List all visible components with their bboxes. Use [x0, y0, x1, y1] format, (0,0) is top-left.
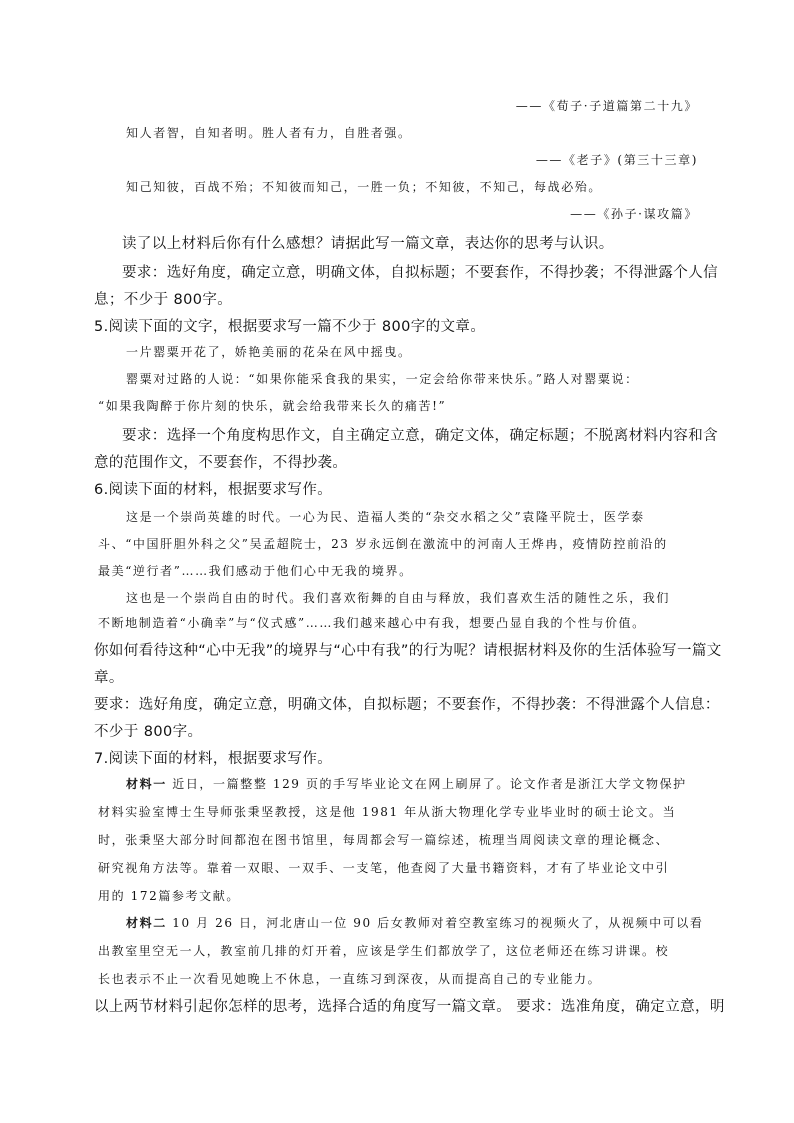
q6-para1-line1: 这是一个崇尚英雄的时代。一心为民、造福人类的“杂交水稻之父”袁隆平院士，医学泰: [126, 510, 645, 524]
q4-requirement-line1: 要求：选好角度，确定立意，明确文体，自拟标题；不要套作，不得抄袭；不得泄露个人信: [122, 265, 718, 281]
q6-para1-line2: 斗、“中国肝胆外科之父”吴孟超院士，23 岁永远倒在激流中的河南人王烨冉，疫情防控前沿的: [98, 537, 668, 551]
q5-material-1: 一片罂粟开花了，娇艳美丽的花朵在风中摇曳。: [126, 345, 412, 359]
q6-prompt-line1: 你如何看待这种“心中无我”的境界与“心中有我”的行为呢？请根据材料及你的生活体验写一篇文: [94, 643, 722, 659]
source-laozi: ——《老子》(第三十三章): [535, 153, 698, 167]
q6-requirement-line1: 要求：选好角度，确定立意，明确文体，自拟标题；不要套作，不得抄袭：不得泄露个人信息：: [94, 697, 720, 713]
q4-prompt: 读了以上材料后你有什么感想？请据此写一篇文章，表达你的思考与认识。: [122, 236, 614, 252]
q5-requirement-line1: 要求：选择一个角度构思作文，自主确定立意，确定文体，确定标题；不脱离材料内容和含: [122, 428, 718, 444]
q7-heading: 7.阅读下面的材料，根据要求写作。: [94, 751, 333, 767]
q7-material-2-line2: 出教室里空无一人，教室前几排的灯开着，应该是学生们都放学了，这位老师还在练习讲课。校: [98, 944, 670, 958]
q6-para1-line3: 最美“逆行者”……我们感动于他们心中无我的境界。: [98, 564, 413, 578]
q7-material-2-text: 10 月 26 日，河北唐山一位 90 后女教师对着空教室练习的视频火了，从视频中可以看: [166, 916, 704, 930]
source-xunzi: ——《荀子·子道篇第二十九》: [515, 99, 698, 113]
q7-material-1-line2: 材料实验室博士生导师张秉坚教授，这是他 1981 年从浙大物理化学专业毕业时的硕士论文。当: [98, 805, 677, 819]
q5-material-2-line2: “如果我陶醉于你片刻的快乐，就会给我带来长久的痛苦!”: [98, 399, 447, 413]
q6-para2-line2: 不断地制造着“小确幸”与“仪式感”……我们越来越心中有我，想要凸显自我的个性与价值。: [98, 616, 646, 630]
q7-material-1-line1: [126, 775, 687, 792]
q7-material-1-text: 近日，一篇整整 129 页的手写毕业论文在网上刷屏了。论文作者是浙江大学文物保护: [166, 777, 687, 791]
q7-material-2-line3: 长也表示不止一次看见她晚上不休息，一直练习到深夜，从而提高自己的专业能力。: [98, 972, 602, 986]
q7-material-2-line1: [126, 914, 704, 931]
quote-laozi: 知人者智，自知者明。胜人者有力，自胜者强。: [126, 126, 412, 140]
q5-material-2-line1: 罂粟对过路的人说：“如果你能采食我的果实，一定会给你带来快乐。”路人对罂粟说：: [126, 372, 639, 386]
q5-requirement-line2: 意的范围作文，不要套作，不得抄袭。: [94, 455, 348, 471]
q6-para2-line1: 这也是一个崇尚自由的时代。我们喜欢衔舞的自由与释放，我们喜欢生活的随性之乐，我们: [126, 591, 671, 605]
q7-material-1-label: 材料一: [126, 777, 167, 791]
source-sunzi: ——《孙子·谋攻篇》: [570, 207, 698, 221]
q6-prompt-line2: 章。: [94, 670, 124, 686]
q6-requirement-line2: 不少于 800字。: [94, 724, 203, 740]
q7-material-1-line5: 用的 172篇参考文献。: [98, 889, 240, 903]
quote-sunzi: 知己知彼，百战不殆；不知彼而知己，一胜一负；不知彼，不知己，每战必殆。: [126, 180, 603, 194]
q4-requirement-line2: 息；不少于 800字。: [94, 292, 233, 308]
q7-material-1-line3: 时，张秉坚大部分时间都泡在图书馆里，每周都会写一篇综述，梳理当周阅读文章的理论概念、: [98, 833, 670, 847]
q6-heading: 6.阅读下面的材料，根据要求写作。: [94, 482, 333, 498]
q5-heading: 5.阅读下面的文字，根据要求写一篇不少于 800字的文章。: [94, 319, 486, 335]
q7-material-2-label: 材料二: [126, 916, 167, 930]
q7-prompt-line1: 以上两节材料引起你怎样的思考，选择合适的角度写一篇文章。 要求：选准角度，确定立意，明: [94, 999, 725, 1015]
q7-material-1-line4: 研究视角方法等。靠着一双眼、一双手、一支笔，他查阅了大量书籍资料，才有了毕业论文中引: [98, 861, 670, 875]
